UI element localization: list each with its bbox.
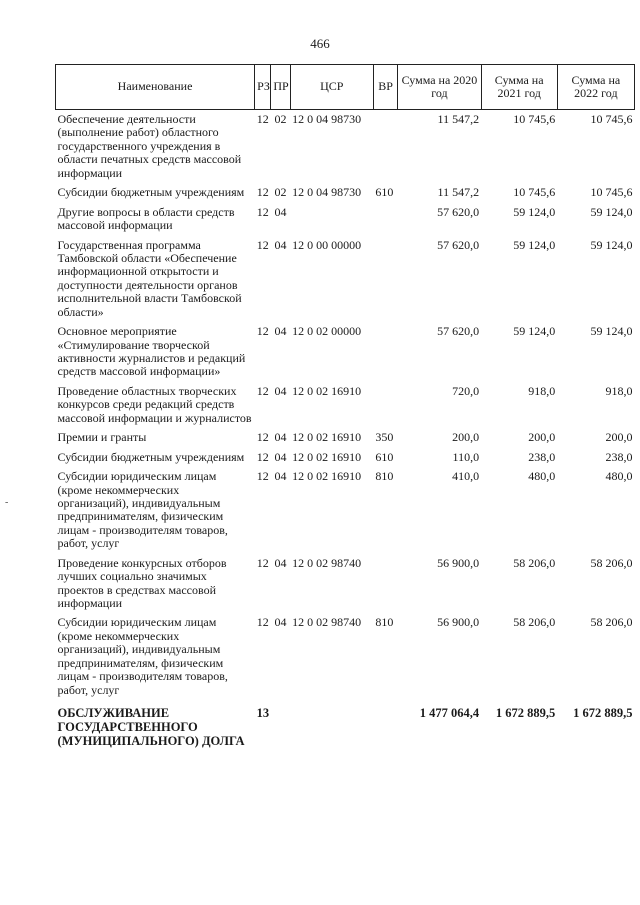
row-sum-2020: 720,0	[452, 383, 480, 398]
row-vr: 810	[375, 615, 394, 630]
row-sum-2021: 10 745,6	[513, 185, 556, 200]
row-name: Субсидии юридическим лицам (кроме некоммерческих организаций), индивидуальным предпринимателям, физическим лицам - производителям товаров, работ, услуг	[57, 615, 228, 697]
row-pr: 02	[274, 112, 287, 126]
row-pr	[271, 700, 290, 751]
row-name: Проведение конкурсных отборов лучших социально значимых проектов в средствах массовой информации	[57, 555, 227, 610]
row-sum-2020: 57 620,0	[437, 237, 480, 252]
row-sum-2022: 918,0	[605, 383, 633, 398]
table-row	[56, 183, 635, 202]
row-sum-2022: 59 124,0	[590, 237, 633, 252]
row-name: Субсидии юридическим лицам (кроме некоммерческих организаций), индивидуальным предпринимателям, физическим лицам - производителям товаров, работ, услуг	[57, 469, 228, 551]
row-rz: 12	[256, 615, 269, 630]
row-vr	[373, 236, 397, 323]
row-vr	[373, 110, 397, 184]
row-sum-2020: 11 547,2	[437, 112, 480, 126]
table-row	[56, 448, 635, 467]
budget-table	[55, 64, 635, 751]
header-sum-2021: Сумма на 2021 год	[481, 65, 557, 110]
row-rz: 12	[256, 204, 269, 219]
row-csr: 12 0 04 98730	[292, 112, 362, 126]
row-name: Премии и гранты	[57, 430, 147, 445]
row-rz: 12	[256, 430, 269, 445]
row-sum-2022: 58 206,0	[590, 555, 633, 570]
row-vr	[373, 322, 397, 382]
row-csr: 12 0 04 98730	[292, 185, 362, 200]
row-vr: 810	[375, 469, 394, 484]
margin-mark: -	[5, 497, 9, 508]
row-sum-2020: 57 620,0	[437, 324, 480, 339]
row-pr: 04	[274, 430, 287, 445]
row-sum-2020: 410,0	[452, 469, 480, 484]
row-sum-2022: 59 124,0	[590, 324, 633, 339]
row-rz: 12	[256, 555, 269, 570]
row-csr: 12 0 00 00000	[292, 237, 362, 252]
row-rz: 12	[256, 469, 269, 484]
row-sum-2021: 200,0	[528, 430, 556, 445]
row-sum-2022: 480,0	[605, 469, 633, 484]
table-row	[56, 382, 635, 428]
row-sum-2021: 59 124,0	[513, 204, 556, 219]
row-sum-2021: 480,0	[528, 469, 556, 484]
row-sum-2020: 110,0	[452, 449, 480, 464]
row-pr: 04	[274, 324, 287, 339]
table-row	[56, 613, 635, 700]
row-pr: 04	[274, 237, 287, 252]
header-pr: ПР	[271, 65, 290, 110]
row-vr	[373, 554, 397, 614]
header-vr: ВР	[373, 65, 397, 110]
row-pr: 02	[274, 185, 287, 200]
row-rz: 12	[256, 185, 269, 200]
row-csr: 12 0 02 00000	[292, 324, 362, 339]
row-sum-2021: 10 745,6	[513, 112, 556, 126]
row-name: Обеспечение деятельности (выполнение работ) областного государственного учреждения в области печатных средств массовой информации	[57, 112, 242, 180]
row-rz: 12	[256, 383, 269, 398]
row-sum-2022: 200,0	[605, 430, 633, 445]
table-row	[56, 203, 635, 236]
row-pr: 04	[274, 469, 287, 484]
row-name: Субсидии бюджетным учреждениям	[57, 449, 245, 464]
row-rz: 12	[256, 324, 269, 339]
row-pr: 04	[274, 383, 287, 398]
row-sum-2021: 59 124,0	[513, 324, 556, 339]
row-sum-2021: 58 206,0	[513, 615, 556, 630]
row-csr: 12 0 02 16910	[292, 469, 362, 484]
row-vr: 610	[375, 185, 394, 200]
row-vr	[373, 700, 397, 751]
row-sum-2021: 59 124,0	[513, 237, 556, 252]
row-sum-2020: 56 900,0	[437, 555, 480, 570]
table-body	[56, 110, 635, 752]
row-sum-2021: 1 672 889,5	[495, 706, 556, 721]
table-row	[56, 554, 635, 614]
row-vr: 350	[375, 430, 394, 445]
row-csr	[290, 700, 373, 751]
row-sum-2021: 238,0	[528, 449, 556, 464]
row-sum-2020: 200,0	[452, 430, 480, 445]
row-pr: 04	[274, 615, 287, 630]
row-csr	[290, 203, 373, 236]
row-csr: 12 0 02 98740	[292, 555, 362, 570]
row-vr	[373, 203, 397, 236]
row-name: Государственная программа Тамбовской области «Обеспечение информационной открытости и доступности деятельности органов исполнительной власти Тамбовской области»	[57, 237, 242, 319]
row-sum-2022: 10 745,6	[590, 185, 633, 200]
table-row	[56, 428, 635, 447]
row-csr: 12 0 02 16910	[292, 449, 362, 464]
row-csr: 12 0 02 16910	[292, 430, 362, 445]
header-rz: РЗ	[255, 65, 271, 110]
row-pr: 04	[274, 555, 287, 570]
row-rz: 12	[256, 112, 269, 126]
row-rz: 12	[256, 237, 269, 252]
row-name: Проведение областных творческих конкурсов среди редакций средств массовой информации и журналистов	[57, 383, 252, 425]
row-sum-2022: 58 206,0	[590, 615, 633, 630]
table-row	[56, 236, 635, 323]
table-header-row	[56, 65, 635, 110]
row-name: ОБСЛУЖИВАНИЕ ГОСУДАРСТВЕННОГО (МУНИЦИПАЛЬНОГО) ДОЛГА	[57, 706, 245, 749]
header-csr: ЦСР	[290, 65, 373, 110]
row-sum-2020: 56 900,0	[437, 615, 480, 630]
row-sum-2021: 58 206,0	[513, 555, 556, 570]
table-row	[56, 700, 635, 751]
row-csr: 12 0 02 16910	[292, 383, 362, 398]
row-name: Основное мероприятие «Стимулирование творческой активности журналистов и редакций средств массовой информации»	[57, 324, 246, 379]
row-sum-2022: 59 124,0	[590, 204, 633, 219]
row-vr: 610	[375, 449, 394, 464]
row-sum-2020: 57 620,0	[437, 204, 480, 219]
table-row	[56, 322, 635, 382]
page-number: 466	[310, 36, 330, 51]
row-name: Субсидии бюджетным учреждениям	[57, 185, 245, 200]
row-sum-2020: 1 477 064,4	[419, 706, 480, 721]
header-sum-2022: Сумма на 2022 год	[557, 65, 634, 110]
row-sum-2021: 918,0	[528, 383, 556, 398]
row-pr: 04	[274, 204, 287, 219]
row-sum-2022: 1 672 889,5	[573, 706, 633, 721]
row-vr	[373, 382, 397, 428]
row-csr: 12 0 02 98740	[292, 615, 362, 630]
header-name: Наименование	[56, 65, 255, 110]
row-sum-2022: 238,0	[605, 449, 633, 464]
row-name: Другие вопросы в области средств массовой информации	[57, 204, 235, 233]
row-sum-2020: 11 547,2	[437, 185, 480, 200]
header-sum-2020: Сумма на 2020 год	[398, 65, 481, 110]
row-sum-2022: 10 745,6	[590, 112, 633, 126]
row-rz: 13	[256, 706, 270, 721]
row-rz: 12	[256, 449, 269, 464]
table-row	[56, 467, 635, 554]
row-pr: 04	[274, 449, 287, 464]
table-row	[56, 110, 635, 184]
